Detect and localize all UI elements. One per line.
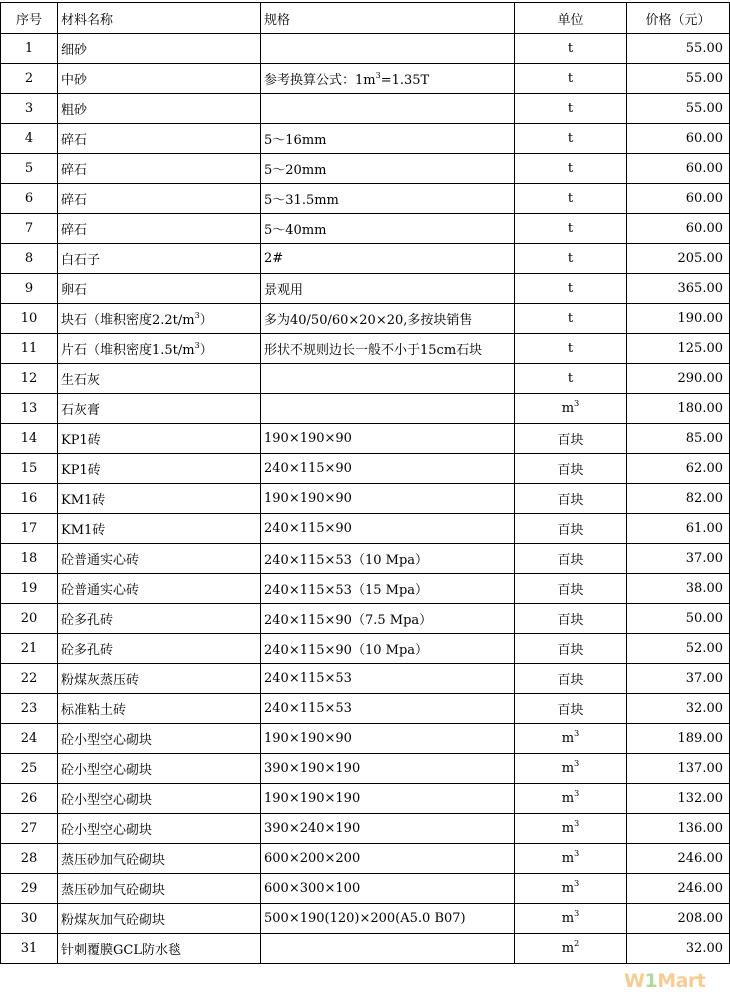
row-no: 9 bbox=[1, 274, 58, 304]
row-name: 石灰膏 bbox=[58, 394, 261, 424]
row-unit: $m^3$ bbox=[515, 874, 627, 904]
row-unit: $m^3$ bbox=[515, 784, 627, 814]
table-row bbox=[1, 604, 730, 634]
row-spec bbox=[261, 94, 515, 124]
header-no: 序号 bbox=[1, 3, 58, 34]
row-name: 粉煤灰加气砼砌块 bbox=[58, 904, 261, 934]
row-unit: t bbox=[515, 364, 627, 394]
row-no: 6 bbox=[1, 184, 58, 214]
row-price: 125.00 bbox=[627, 334, 730, 364]
row-price: 189.00 bbox=[627, 724, 730, 754]
row-name: KM1砖 bbox=[58, 514, 261, 544]
row-price: 50.00 bbox=[627, 604, 730, 634]
row-unit: 百块 bbox=[515, 454, 627, 484]
row-name: 块石（堆积密度$2.2t/m^3$） bbox=[58, 304, 261, 334]
row-spec: 参考换算公式：$1m^3=1.35T$ bbox=[261, 64, 515, 94]
table-row bbox=[1, 424, 730, 454]
row-name: 砼小型空心砌块 bbox=[58, 784, 261, 814]
row-no: 16 bbox=[1, 484, 58, 514]
header-name: 材料名称 bbox=[58, 3, 261, 34]
row-price: 246.00 bbox=[627, 844, 730, 874]
row-price: 55.00 bbox=[627, 64, 730, 94]
row-spec: 240×115×90 bbox=[261, 454, 515, 484]
row-name: KP1砖 bbox=[58, 424, 261, 454]
watermark-logo bbox=[624, 970, 728, 992]
row-unit: $m^3$ bbox=[515, 754, 627, 784]
row-price: 205.00 bbox=[627, 244, 730, 274]
row-price: 37.00 bbox=[627, 664, 730, 694]
row-name: 砼普通实心砖 bbox=[58, 544, 261, 574]
row-spec bbox=[261, 934, 515, 964]
table-row bbox=[1, 244, 730, 274]
row-no: 19 bbox=[1, 574, 58, 604]
row-name: 砼小型空心砌块 bbox=[58, 724, 261, 754]
table-row bbox=[1, 634, 730, 664]
table-row bbox=[1, 394, 730, 424]
row-no: 26 bbox=[1, 784, 58, 814]
row-spec: 600×200×200 bbox=[261, 844, 515, 874]
row-price: 137.00 bbox=[627, 754, 730, 784]
row-no: 27 bbox=[1, 814, 58, 844]
row-price: 290.00 bbox=[627, 364, 730, 394]
watermark-part-1: W bbox=[624, 970, 645, 992]
row-spec: 240×115×90 bbox=[261, 514, 515, 544]
row-no: 11 bbox=[1, 334, 58, 364]
row-spec: 景观用 bbox=[261, 274, 515, 304]
row-spec: 240×115×90（7.5 Mpa） bbox=[261, 604, 515, 634]
row-no: 18 bbox=[1, 544, 58, 574]
row-name: 粉煤灰蒸压砖 bbox=[58, 664, 261, 694]
row-no: 28 bbox=[1, 844, 58, 874]
row-price: 55.00 bbox=[627, 94, 730, 124]
table-row bbox=[1, 124, 730, 154]
row-price: 82.00 bbox=[627, 484, 730, 514]
row-name: 卵石 bbox=[58, 274, 261, 304]
row-unit: 百块 bbox=[515, 634, 627, 664]
row-price: 85.00 bbox=[627, 424, 730, 454]
table-row bbox=[1, 694, 730, 724]
row-unit: 百块 bbox=[515, 544, 627, 574]
table-row bbox=[1, 274, 730, 304]
table-row bbox=[1, 454, 730, 484]
row-unit: t bbox=[515, 184, 627, 214]
row-unit: 百块 bbox=[515, 514, 627, 544]
table-row bbox=[1, 574, 730, 604]
header-price: 价格（元） bbox=[627, 3, 730, 34]
row-no: 2 bbox=[1, 64, 58, 94]
table-row bbox=[1, 544, 730, 574]
row-unit: $m^3$ bbox=[515, 814, 627, 844]
row-spec: 240×115×53 bbox=[261, 694, 515, 724]
row-name: 蒸压砂加气砼砌块 bbox=[58, 844, 261, 874]
header-row bbox=[1, 3, 730, 34]
table-row bbox=[1, 874, 730, 904]
table-row bbox=[1, 754, 730, 784]
table-row bbox=[1, 94, 730, 124]
table-row bbox=[1, 334, 730, 364]
row-spec: 240×115×53（10 Mpa） bbox=[261, 544, 515, 574]
row-spec: 多为40/50/60×20×20,多按块销售 bbox=[261, 304, 515, 334]
table-row bbox=[1, 214, 730, 244]
row-name: 粗砂 bbox=[58, 94, 261, 124]
table-row bbox=[1, 64, 730, 94]
row-spec bbox=[261, 394, 515, 424]
table-row bbox=[1, 184, 730, 214]
row-name: 片石（堆积密度$1.5t/m^3$） bbox=[58, 334, 261, 364]
watermark-part-3: Mart bbox=[657, 970, 706, 992]
row-name: 碎石 bbox=[58, 154, 261, 184]
table-row bbox=[1, 664, 730, 694]
row-no: 25 bbox=[1, 754, 58, 784]
row-spec: 2# bbox=[261, 244, 515, 274]
row-name: 砼多孔砖 bbox=[58, 634, 261, 664]
table-row bbox=[1, 904, 730, 934]
row-name: 针刺覆膜GCL防水毯 bbox=[58, 934, 261, 964]
row-name: 蒸压砂加气砼砌块 bbox=[58, 874, 261, 904]
row-name: 碎石 bbox=[58, 184, 261, 214]
row-spec: 240×115×53 bbox=[261, 664, 515, 694]
row-unit: t bbox=[515, 34, 627, 64]
row-spec: 390×190×190 bbox=[261, 754, 515, 784]
row-unit: 百块 bbox=[515, 604, 627, 634]
row-unit: $m^2$ bbox=[515, 934, 627, 964]
row-name: 白石子 bbox=[58, 244, 261, 274]
row-price: 55.00 bbox=[627, 34, 730, 64]
row-unit: 百块 bbox=[515, 484, 627, 514]
row-unit: t bbox=[515, 274, 627, 304]
row-unit: t bbox=[515, 244, 627, 274]
table-row bbox=[1, 484, 730, 514]
row-no: 4 bbox=[1, 124, 58, 154]
row-unit: t bbox=[515, 154, 627, 184]
row-spec: 600×300×100 bbox=[261, 874, 515, 904]
row-price: 52.00 bbox=[627, 634, 730, 664]
row-unit: $m^3$ bbox=[515, 724, 627, 754]
row-no: 14 bbox=[1, 424, 58, 454]
row-spec: 形状不规则边长一般不小于15cm石块 bbox=[261, 334, 515, 364]
table-row bbox=[1, 724, 730, 754]
row-unit: t bbox=[515, 64, 627, 94]
header-unit: 单位 bbox=[515, 3, 627, 34]
header-spec: 规格 bbox=[261, 3, 515, 34]
row-spec: 390×240×190 bbox=[261, 814, 515, 844]
row-unit: t bbox=[515, 334, 627, 364]
row-unit: 百块 bbox=[515, 424, 627, 454]
row-no: 10 bbox=[1, 304, 58, 334]
row-name: 砼普通实心砖 bbox=[58, 574, 261, 604]
row-no: 24 bbox=[1, 724, 58, 754]
row-no: 1 bbox=[1, 34, 58, 64]
row-name: 细砂 bbox=[58, 34, 261, 64]
table-row bbox=[1, 364, 730, 394]
row-no: 20 bbox=[1, 604, 58, 634]
row-no: 12 bbox=[1, 364, 58, 394]
row-price: 365.00 bbox=[627, 274, 730, 304]
row-no: 23 bbox=[1, 694, 58, 724]
row-price: 136.00 bbox=[627, 814, 730, 844]
table-row bbox=[1, 844, 730, 874]
row-name: 砼多孔砖 bbox=[58, 604, 261, 634]
row-price: 62.00 bbox=[627, 454, 730, 484]
row-name: KM1砖 bbox=[58, 484, 261, 514]
row-no: 8 bbox=[1, 244, 58, 274]
row-no: 5 bbox=[1, 154, 58, 184]
row-name: 砼小型空心砌块 bbox=[58, 814, 261, 844]
row-unit: 百块 bbox=[515, 664, 627, 694]
table-row bbox=[1, 784, 730, 814]
row-spec: 5～20mm bbox=[261, 154, 515, 184]
row-no: 17 bbox=[1, 514, 58, 544]
row-price: 60.00 bbox=[627, 154, 730, 184]
row-price: 132.00 bbox=[627, 784, 730, 814]
row-no: 30 bbox=[1, 904, 58, 934]
row-no: 29 bbox=[1, 874, 58, 904]
row-spec: 190×190×90 bbox=[261, 484, 515, 514]
row-no: 7 bbox=[1, 214, 58, 244]
row-spec: 190×190×190 bbox=[261, 784, 515, 814]
row-unit: $m^3$ bbox=[515, 844, 627, 874]
row-no: 21 bbox=[1, 634, 58, 664]
row-unit: t bbox=[515, 94, 627, 124]
table-row bbox=[1, 154, 730, 184]
row-spec: 5～31.5mm bbox=[261, 184, 515, 214]
row-spec: 240×115×90（10 Mpa） bbox=[261, 634, 515, 664]
row-name: 生石灰 bbox=[58, 364, 261, 394]
row-name: 碎石 bbox=[58, 124, 261, 154]
row-no: 31 bbox=[1, 934, 58, 964]
row-name: 碎石 bbox=[58, 214, 261, 244]
row-price: 180.00 bbox=[627, 394, 730, 424]
row-price: 38.00 bbox=[627, 574, 730, 604]
row-price: 190.00 bbox=[627, 304, 730, 334]
row-spec bbox=[261, 34, 515, 64]
row-spec: 240×115×53（15 Mpa） bbox=[261, 574, 515, 604]
row-price: 60.00 bbox=[627, 124, 730, 154]
row-price: 37.00 bbox=[627, 544, 730, 574]
row-unit: $m^3$ bbox=[515, 904, 627, 934]
table-row bbox=[1, 34, 730, 64]
row-price: 32.00 bbox=[627, 934, 730, 964]
row-unit: t bbox=[515, 124, 627, 154]
row-price: 60.00 bbox=[627, 184, 730, 214]
table-row bbox=[1, 934, 730, 964]
row-no: 15 bbox=[1, 454, 58, 484]
row-name: KP1砖 bbox=[58, 454, 261, 484]
row-name: 标准粘土砖 bbox=[58, 694, 261, 724]
row-unit: 百块 bbox=[515, 694, 627, 724]
row-spec: 5～16mm bbox=[261, 124, 515, 154]
row-spec: 190×190×90 bbox=[261, 724, 515, 754]
table-row bbox=[1, 514, 730, 544]
table-row bbox=[1, 304, 730, 334]
row-price: 246.00 bbox=[627, 874, 730, 904]
row-spec bbox=[261, 364, 515, 394]
row-spec: 500×190(120)×200(A5.0 B07) bbox=[261, 904, 515, 934]
row-no: 22 bbox=[1, 664, 58, 694]
row-unit: $m^3$ bbox=[515, 394, 627, 424]
row-price: 32.00 bbox=[627, 694, 730, 724]
row-spec: 190×190×90 bbox=[261, 424, 515, 454]
row-no: 3 bbox=[1, 94, 58, 124]
row-spec: 5～40mm bbox=[261, 214, 515, 244]
row-name: 砼小型空心砌块 bbox=[58, 754, 261, 784]
row-price: 60.00 bbox=[627, 214, 730, 244]
material-price-table bbox=[0, 2, 730, 964]
watermark-part-2: 1 bbox=[644, 970, 658, 992]
row-unit: t bbox=[515, 214, 627, 244]
row-price: 61.00 bbox=[627, 514, 730, 544]
row-no: 13 bbox=[1, 394, 58, 424]
row-name: 中砂 bbox=[58, 64, 261, 94]
row-unit: 百块 bbox=[515, 574, 627, 604]
row-unit: t bbox=[515, 304, 627, 334]
table-row bbox=[1, 814, 730, 844]
row-price: 208.00 bbox=[627, 904, 730, 934]
